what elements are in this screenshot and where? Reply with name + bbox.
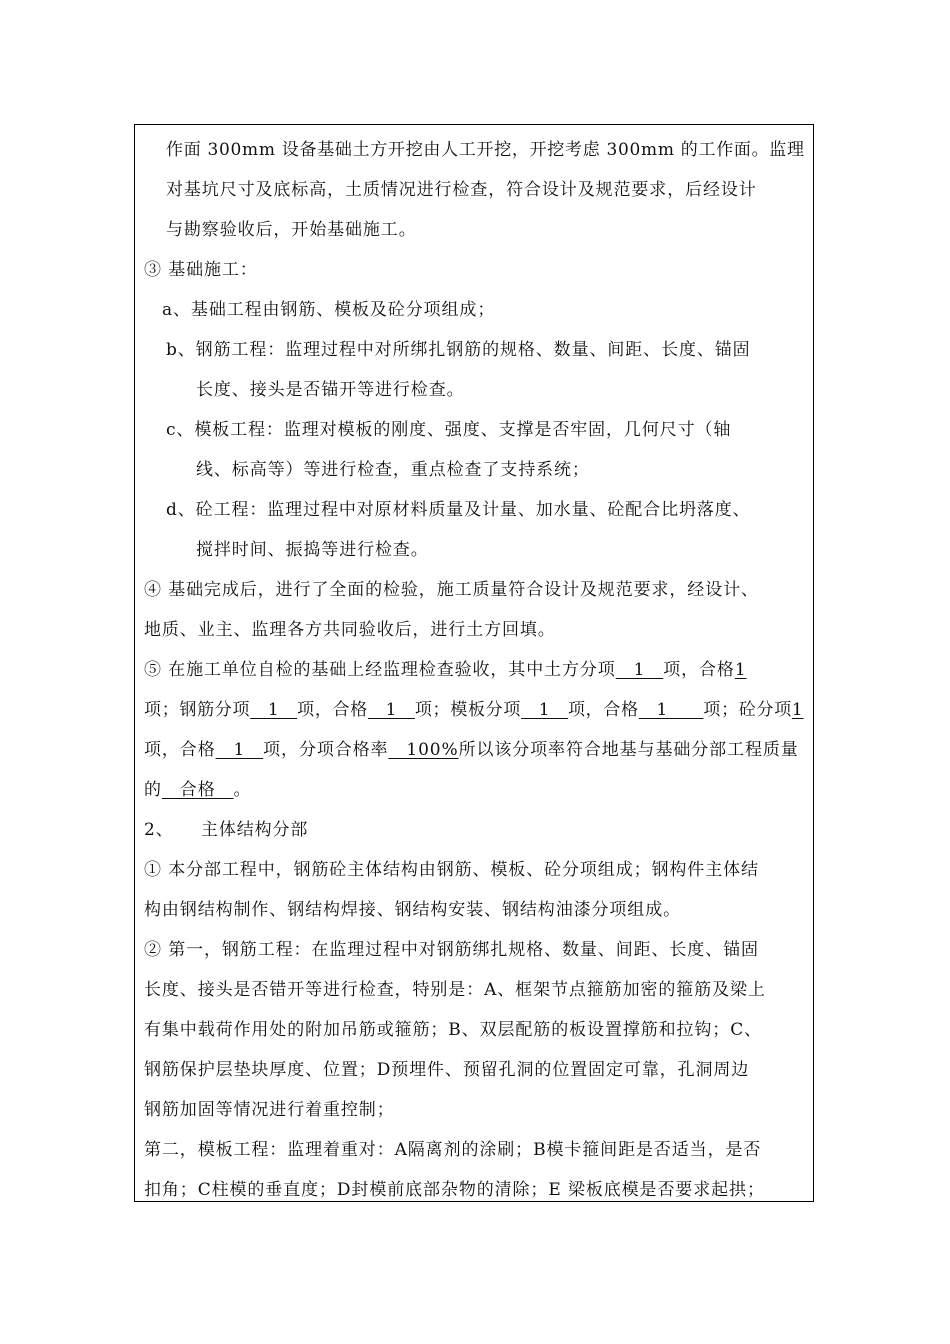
text-line: 与勘察验收后，开始基础施工。 bbox=[166, 220, 417, 240]
text-line: 钢筋加固等情况进行着重控制； bbox=[144, 1100, 395, 1120]
text-line: 作面 300mm 设备基础土方开挖由人工开挖，开挖考虑 300mm 的工作面。监理 bbox=[166, 140, 805, 160]
pass-rate: 100% bbox=[388, 740, 459, 760]
text-line: 有集中载荷作用处的附加吊筋或箍筋；B、双层配筋的板设置撑筋和拉钩；C、 bbox=[144, 1020, 762, 1040]
quality-result: 合格 bbox=[161, 780, 234, 800]
text-line: ④ 基础完成后，进行了全面的检验，施工质量符合设计及规范要求，经设计、 bbox=[144, 580, 759, 600]
earthwork-count: 1 bbox=[615, 660, 664, 680]
formwork-count: 1 bbox=[521, 700, 568, 720]
text-line: 地质、业主、监理各方共同验收后，进行土方回填。 bbox=[144, 620, 556, 640]
inspection-line: ⑤ 在施工单位自检的基础上经监理检查验收，其中土方分项 1 项，合格1 bbox=[144, 660, 747, 680]
concrete-pass: 1 bbox=[215, 740, 264, 760]
text-line: 钢筋保护层垫块厚度、位置；D预埋件、预留孔洞的位置固定可靠，孔洞周边 bbox=[144, 1060, 750, 1080]
text-line: 长度、接头是否锚开等进行检查。 bbox=[196, 380, 465, 400]
text-line: 扣角；C柱模的垂直度；D封模前底部杂物的清除；E 梁板底模是否要求起拱； bbox=[144, 1180, 765, 1200]
formwork-pass: 1 bbox=[638, 700, 704, 720]
inspection-line: 项，合格 1 项，分项合格率 100%所以该分项率符合地基与基础分部工程质量 bbox=[144, 740, 799, 760]
rebar-pass: 1 bbox=[367, 700, 415, 720]
text-line: 构由钢结构制作、钢结构焊接、钢结构安装、钢结构油漆分项组成。 bbox=[144, 900, 681, 920]
inspection-line: 项；钢筋分项 1 项，合格 1 项；模板分项 1 项，合格 1 项；砼分项1 bbox=[144, 700, 804, 720]
concrete-count: 1 bbox=[791, 700, 804, 720]
text-line: 线、标高等）等进行检查，重点检查了支持系统； bbox=[196, 460, 590, 480]
earthwork-pass: 1 bbox=[734, 660, 747, 680]
rebar-count: 1 bbox=[250, 700, 298, 720]
text-line: ② 第一，钢筋工程：在监理过程中对钢筋绑扎规格、数量、间距、长度、锚固 bbox=[144, 940, 759, 960]
text-line: 对基坑尺寸及底标高，土质情况进行检查，符合设计及规范要求，后经设计 bbox=[166, 180, 757, 200]
section-heading: 2、 主体结构分部 bbox=[144, 820, 309, 840]
text-line: 搅拌时间、振捣等进行检查。 bbox=[196, 540, 429, 560]
list-item: c、模板工程：监理对模板的刚度、强度、支撑是否牢固，几何尺寸（轴 bbox=[166, 420, 732, 440]
list-item: a、基础工程由钢筋、模板及砼分项组成； bbox=[162, 300, 496, 320]
text-line: ① 本分部工程中，钢筋砼主体结构由钢筋、模板、砼分项组成；钢构件主体结 bbox=[144, 860, 759, 880]
text-line: 第二，模板工程：监理着重对：A隔离剂的涂刷；B模卡箍间距是否适当，是否 bbox=[144, 1140, 762, 1160]
list-item: d、砼工程：监理过程中对原材料质量及计量、加水量、砼配合比坍落度、 bbox=[166, 500, 751, 520]
list-item: b、钢筋工程：监理过程中对所绑扎钢筋的规格、数量、间距、长度、锚固 bbox=[166, 340, 751, 360]
text-line: 长度、接头是否错开等进行检查，特别是：A、框架节点箍筋加密的箍筋及梁上 bbox=[144, 980, 766, 1000]
section-heading: ③ 基础施工： bbox=[144, 260, 258, 280]
inspection-line: 的 合格 。 bbox=[144, 780, 252, 800]
